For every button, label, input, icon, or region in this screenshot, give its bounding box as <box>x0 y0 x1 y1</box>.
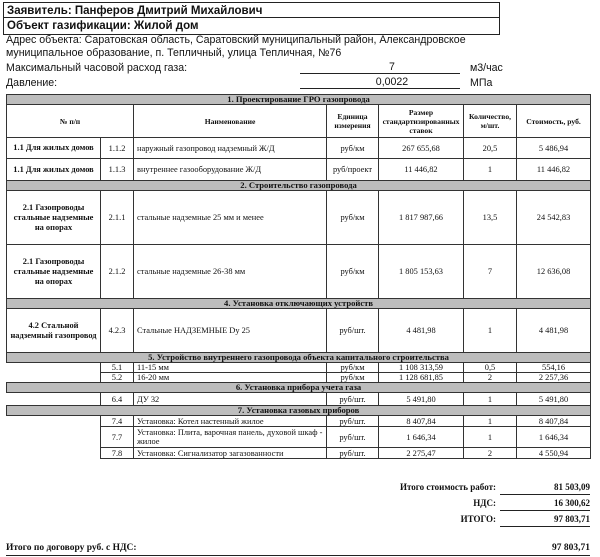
table-row: 1.1 Для жилых домов 1.1.3 внутреннее газооборудование Ж/Д руб/проект 11 446,82 1 11 446,82 <box>7 159 591 181</box>
contract-total-label: Итого по договору руб. с НДС: <box>6 543 137 553</box>
col-cost: Стоимость, руб. <box>517 105 591 138</box>
contract-total-value: 97 803,71 <box>552 543 590 553</box>
object-address: Адрес объекта: Саратовская область, Саратовский муниципальный район, Александровское муниципальное образование, п. Тепличный, улица Тепличная, №76 <box>6 34 466 60</box>
col-num: № п/п <box>7 105 134 138</box>
section-header: 6. Установка прибора учета газа <box>7 383 591 393</box>
table-row: 7.7 Установка: Плита, варочная панель, духовой шкаф - жилое руб/шт. 1 646,34 1 1 646,34 <box>7 427 591 448</box>
section-header: 7. Установка газовых приборов <box>7 406 591 416</box>
section-header: 4. Установка отключающих устройств <box>7 299 591 309</box>
flow-value: 7 <box>389 61 395 73</box>
applicant-line: Заявитель: Панферов Дмитрий Михайлович <box>3 2 500 20</box>
table-row: 4.2 Стальной надземный газопровод 4.2.3 Стальные НАДЗЕМНЫЕ Dy 25 руб/шт. 4 481,98 1 4 481,98 <box>7 309 591 353</box>
table-row: 1.1 Для жилых домов 1.1.2 наружный газопровод надземный Ж/Д руб/км 267 655,68 20,5 5 486,94 <box>7 138 591 159</box>
object-line: Объект газификации: Жилой дом <box>3 17 500 35</box>
table-row: 2.1 Газопроводы стальные надземные на опорах 2.1.1 стальные надземные 25 мм и менее руб/км 1 817 987,66 13,5 24 542,83 <box>7 191 591 245</box>
vat-label: НДС: <box>473 498 496 508</box>
works-total-value: 81 503,09 <box>554 482 590 492</box>
flow-underline <box>300 73 460 74</box>
pressure-underline <box>300 88 460 89</box>
pressure-value: 0,0022 <box>375 76 409 88</box>
group-cell: 2.1 Газопроводы стальные надземные на опорах <box>7 245 101 299</box>
group-cell: 1.1 Для жилых домов <box>7 159 101 181</box>
col-rate: Размер стандартизированных ставок <box>379 105 464 138</box>
section-header: 2. Строительство газопровода <box>7 181 591 191</box>
group-cell: 2.1 Газопроводы стальные надземные на опорах <box>7 191 101 245</box>
table-row: 7.4 Установка: Котел настенный жилое руб/шт. 8 407,84 1 8 407,84 <box>7 416 591 427</box>
works-total-underline <box>500 494 590 495</box>
cost-table <box>6 94 591 459</box>
pressure-unit: МПа <box>470 77 493 89</box>
column-header-row <box>7 105 591 138</box>
col-qty: Количество, м/шт. <box>464 105 517 138</box>
section-header: 1. Проектирование ГРО газопровода <box>7 95 591 105</box>
vat-underline <box>500 510 590 511</box>
grand-total-value: 97 803,71 <box>554 514 590 524</box>
group-cell: 1.1 Для жилых домов <box>7 138 101 159</box>
grand-total-label: ИТОГО: <box>460 514 496 524</box>
vat-value: 16 300,62 <box>554 498 590 508</box>
pressure-label: Давление: <box>6 77 58 89</box>
table-row: 7.8 Установка: Сигнализатор загазованности руб/шт. 2 275,47 2 4 550,94 <box>7 448 591 459</box>
table-row: 5.1 11-15 мм руб/км 1 108 313,59 0,5 554,16 <box>7 363 591 373</box>
col-unit: Единица измерения <box>327 105 379 138</box>
section-header: 5. Устройство внутреннего газопровода объекта капитального строительства <box>7 353 591 363</box>
contract-total-underline <box>6 555 590 556</box>
group-cell: 4.2 Стальной надземный газопровод <box>7 309 101 353</box>
col-name: Наименование <box>134 105 327 138</box>
table-row: 6.4 ДУ 32 руб/шт. 5 491,80 1 5 491,80 <box>7 393 591 406</box>
flow-label: Максимальный часовой расход газа: <box>6 62 188 74</box>
works-total-label: Итого стоимость работ: <box>399 482 496 492</box>
flow-unit: м3/час <box>470 62 503 74</box>
table-row: 2.1 Газопроводы стальные надземные на опорах 2.1.2 стальные надземные 26-38 мм руб/км 1 805 153,63 7 12 636,08 <box>7 245 591 299</box>
table-row: 5.2 16-20 мм руб/км 1 128 681,85 2 2 257,36 <box>7 373 591 383</box>
grand-total-underline <box>500 526 590 527</box>
